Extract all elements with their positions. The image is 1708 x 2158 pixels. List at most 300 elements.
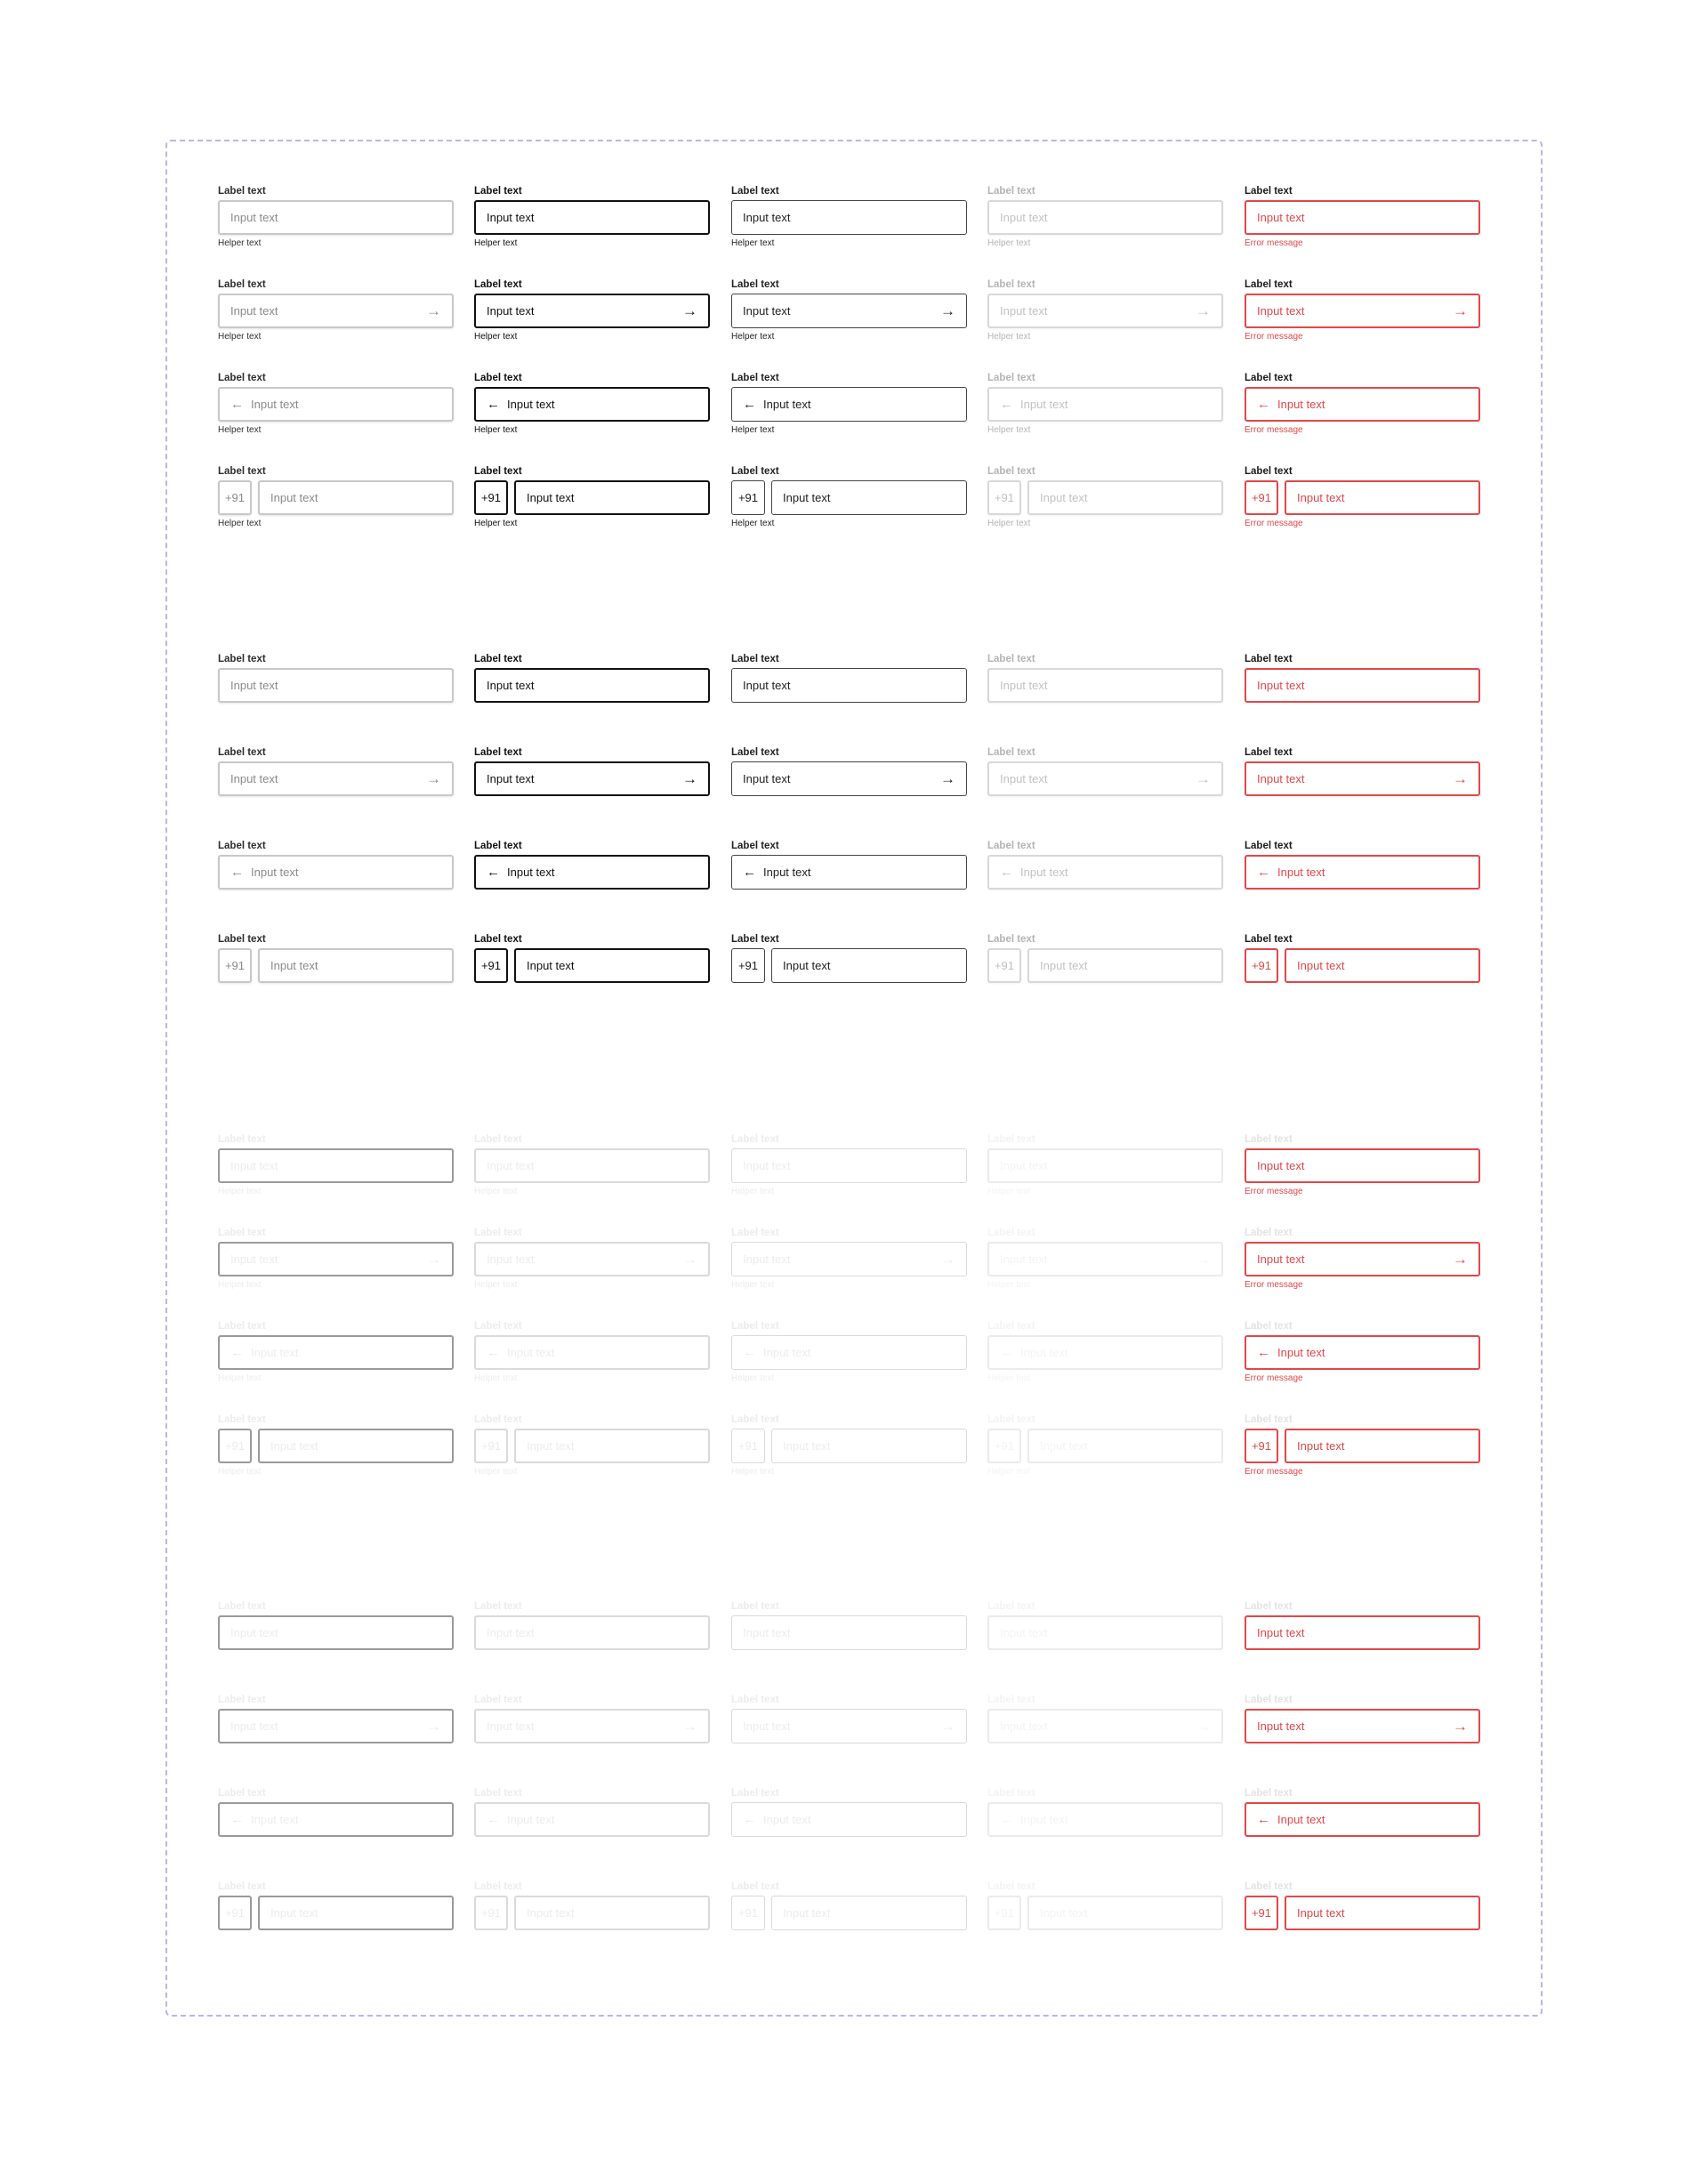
text-field-trailing-arrow-disabled [987, 1227, 1223, 1290]
arrow-right-icon[interactable]: → [1453, 1251, 1468, 1268]
field-control [218, 855, 454, 890]
text-field-plain-disabled [987, 1133, 1223, 1196]
country-code-field[interactable]: +91 [474, 1429, 508, 1463]
input-box [1027, 948, 1223, 983]
text-field-trailing-arrow-default [218, 1694, 454, 1735]
text-field-prefix-error [1245, 933, 1480, 972]
input-value: Input text [743, 211, 791, 224]
input-value: Input text [487, 304, 535, 318]
arrow-left-icon: ← [1257, 1345, 1270, 1360]
input-value: Input text [230, 1159, 278, 1172]
field-control [731, 761, 967, 796]
field-label: Label text [731, 466, 779, 477]
input-box[interactable] [514, 948, 710, 983]
input-value: Input text [230, 1252, 278, 1266]
field-label: Label text [987, 1788, 1035, 1799]
text-field-prefix-default [218, 1413, 454, 1477]
input-value: Input text [743, 1252, 791, 1266]
error-message: Error message [1245, 332, 1303, 342]
arrow-left-icon: ← [743, 397, 756, 412]
helper-text: Helper text [218, 425, 262, 435]
country-code-field[interactable]: +91 [731, 1896, 765, 1930]
input-value: Input text [1000, 1626, 1048, 1639]
input-box[interactable] [1245, 1615, 1480, 1650]
text-field-trailing-arrow-default [218, 278, 454, 342]
country-code-field[interactable]: +91 [218, 1429, 252, 1463]
error-message: Error message [1245, 1280, 1303, 1290]
field-label: Label text [731, 1414, 779, 1425]
field-control [474, 1335, 710, 1370]
field-label: Label text [1245, 1881, 1293, 1892]
arrow-right-icon[interactable]: → [1196, 1251, 1211, 1268]
input-box[interactable] [1245, 1242, 1480, 1276]
field-label: Label text [218, 1228, 266, 1238]
input-box[interactable] [1245, 294, 1480, 328]
input-value: Input text [1257, 772, 1305, 785]
country-code-field[interactable]: +91 [218, 1896, 252, 1930]
text-field-prefix-focused [474, 465, 710, 528]
field-control [987, 948, 1223, 983]
field-control [1245, 480, 1480, 515]
field-control [1245, 761, 1480, 796]
arrow-right-icon[interactable]: → [682, 302, 697, 319]
input-box[interactable] [731, 668, 967, 703]
input-value: Input text [1257, 211, 1305, 224]
field-control [987, 1148, 1223, 1183]
input-box[interactable] [474, 1615, 710, 1650]
input-box[interactable] [731, 1148, 967, 1183]
input-box [987, 761, 1223, 796]
field-control [218, 761, 454, 796]
field-control [1245, 1335, 1480, 1370]
field-label: Label text [1245, 747, 1293, 758]
country-code-field[interactable]: +91 [218, 948, 252, 983]
input-box[interactable] [731, 200, 967, 235]
text-field-prefix-filled [731, 465, 967, 528]
input-value: Input text [487, 211, 535, 224]
input-box[interactable] [218, 387, 454, 422]
field-control [474, 1429, 710, 1463]
text-field-leading-arrow-disabled [987, 1320, 1223, 1383]
field-control [474, 480, 710, 515]
input-box[interactable] [1245, 1709, 1480, 1743]
input-box[interactable] [474, 1709, 710, 1743]
helper-text: Helper text [218, 519, 262, 528]
field-label: Label text [474, 1601, 522, 1612]
input-value: Input text [1040, 959, 1088, 972]
field-label: Label text [474, 1788, 522, 1799]
arrow-left-icon: ← [1257, 397, 1270, 412]
field-label: Label text [731, 1695, 779, 1705]
field-label: Label text [1245, 1134, 1293, 1145]
field-control [987, 1709, 1223, 1743]
field-label: Label text [731, 1134, 779, 1145]
input-value: Input text [783, 1439, 831, 1453]
arrow-left-icon: ← [1000, 1812, 1013, 1827]
field-label: Label text [474, 1881, 522, 1892]
country-code-field[interactable]: +91 [474, 480, 508, 515]
input-value: Input text [487, 1626, 535, 1639]
helper-text: Helper text [731, 332, 775, 342]
field-label: Label text [218, 654, 266, 664]
input-box[interactable] [1245, 387, 1480, 422]
input-box [987, 387, 1223, 422]
field-label: Label text [987, 1414, 1035, 1425]
country-code-field[interactable]: +91 [731, 1429, 765, 1463]
field-label: Label text [987, 1695, 1035, 1705]
input-box[interactable] [218, 761, 454, 796]
arrow-left-icon: ← [487, 397, 500, 412]
text-field-leading-arrow-disabled [987, 840, 1223, 880]
input-box[interactable] [731, 1242, 967, 1276]
input-box[interactable] [1245, 761, 1480, 796]
arrow-left-icon: ← [1257, 865, 1270, 880]
field-label: Label text [731, 1228, 779, 1238]
text-field-trailing-arrow-error [1245, 278, 1480, 342]
input-box [1027, 480, 1223, 515]
input-value: Input text [1257, 679, 1305, 692]
field-label: Label text [987, 1601, 1035, 1612]
text-field-trailing-arrow-focused [474, 278, 710, 342]
text-field-leading-arrow-focused [474, 372, 710, 435]
field-label: Label text [474, 654, 522, 664]
input-box [987, 1148, 1223, 1183]
text-field-leading-arrow-disabled [987, 1787, 1223, 1827]
input-box[interactable] [731, 387, 967, 422]
text-field-prefix-default [218, 1880, 454, 1920]
country-code-field: +91 [987, 1429, 1021, 1463]
field-label: Label text [731, 654, 779, 664]
input-box[interactable] [258, 1429, 454, 1463]
helper-text: Helper text [731, 425, 775, 435]
input-box[interactable] [218, 200, 454, 235]
input-box[interactable] [514, 1429, 710, 1463]
field-control [731, 1335, 967, 1370]
input-box[interactable] [258, 1896, 454, 1930]
input-box[interactable] [474, 1242, 710, 1276]
field-control [987, 1242, 1223, 1276]
input-box [987, 668, 1223, 703]
input-box[interactable] [731, 761, 967, 796]
field-label: Label text [987, 186, 1035, 197]
input-value: Input text [743, 772, 791, 785]
field-control [218, 1615, 454, 1650]
input-box[interactable] [771, 1429, 967, 1463]
field-control [987, 294, 1223, 328]
field-label: Label text [218, 279, 266, 290]
input-value: Input text [251, 1346, 299, 1359]
arrow-right-icon[interactable]: → [940, 1251, 955, 1268]
arrow-left-icon: ← [1000, 397, 1013, 412]
input-value: Input text [487, 679, 535, 692]
input-box[interactable] [731, 1335, 967, 1370]
country-code-field[interactable]: +91 [218, 480, 252, 515]
input-box[interactable] [474, 1148, 710, 1183]
input-value: Input text [527, 959, 575, 972]
field-label: Label text [987, 1881, 1035, 1892]
helper-text: Helper text [474, 1280, 518, 1290]
arrow-left-icon: ← [487, 1345, 500, 1360]
field-label: Label text [987, 1134, 1035, 1145]
country-code-field[interactable]: +91 [1245, 948, 1278, 983]
input-box[interactable] [474, 387, 710, 422]
arrow-right-icon[interactable]: → [1196, 1718, 1211, 1735]
input-box[interactable] [771, 480, 967, 515]
input-value: Input text [783, 491, 831, 504]
field-control [218, 1709, 454, 1743]
text-field-plain-error [1245, 185, 1480, 248]
input-value: Input text [1020, 866, 1068, 879]
input-box[interactable] [218, 1242, 454, 1276]
field-control [1245, 1896, 1480, 1930]
field-control [218, 1335, 454, 1370]
field-label: Label text [1245, 1228, 1293, 1238]
input-box[interactable] [1285, 1896, 1480, 1930]
field-control [474, 855, 710, 890]
arrow-right-icon[interactable]: → [682, 1251, 697, 1268]
text-field-leading-arrow-default [218, 1320, 454, 1383]
text-field-plain-default [218, 1133, 454, 1196]
input-value: Input text [1000, 772, 1048, 785]
field-control [987, 668, 1223, 703]
input-value: Input text [487, 1159, 535, 1172]
input-box[interactable] [218, 1148, 454, 1183]
field-control [474, 761, 710, 796]
text-field-plain-filled [731, 1600, 967, 1639]
field-label: Label text [1245, 1788, 1293, 1799]
field-label: Label text [1245, 279, 1293, 290]
helper-text: Helper text [218, 1280, 262, 1290]
arrow-right-icon[interactable]: → [682, 1718, 697, 1735]
input-value: Input text [270, 959, 318, 972]
field-control [1245, 1148, 1480, 1183]
input-box[interactable] [218, 855, 454, 890]
field-control [474, 200, 710, 235]
text-field-trailing-arrow-disabled [987, 746, 1223, 787]
field-control [1245, 1615, 1480, 1650]
arrow-right-icon[interactable]: → [940, 302, 955, 319]
helper-text: Helper text [218, 1467, 262, 1477]
field-control [731, 1802, 967, 1837]
field-control [987, 1335, 1223, 1370]
text-field-leading-arrow-default [218, 840, 454, 880]
input-box[interactable] [1245, 855, 1480, 890]
field-label: Label text [1245, 373, 1293, 383]
input-value: Input text [1257, 1626, 1305, 1639]
text-field-leading-arrow-error [1245, 1787, 1480, 1827]
text-field-leading-arrow-focused [474, 840, 710, 880]
input-box [987, 200, 1223, 235]
field-control [218, 200, 454, 235]
input-box[interactable] [218, 294, 454, 328]
arrow-right-icon[interactable]: → [426, 1718, 441, 1735]
input-value: Input text [1277, 398, 1325, 411]
field-control [218, 1148, 454, 1183]
helper-text: Helper text [474, 1373, 518, 1383]
country-code-field[interactable]: +91 [1245, 480, 1278, 515]
text-field-plain-error [1245, 1133, 1480, 1196]
input-box[interactable] [474, 294, 710, 328]
input-value: Input text [743, 1719, 791, 1733]
input-box[interactable] [1245, 200, 1480, 235]
input-box[interactable] [474, 761, 710, 796]
input-box[interactable] [1285, 1429, 1480, 1463]
field-label: Label text [218, 1321, 266, 1332]
field-label: Label text [218, 747, 266, 758]
input-value: Input text [251, 398, 299, 411]
arrow-right-icon[interactable]: → [426, 302, 441, 319]
input-box[interactable] [474, 1802, 710, 1837]
text-field-trailing-arrow-default [218, 746, 454, 787]
field-label: Label text [987, 373, 1035, 383]
input-box[interactable] [218, 1335, 454, 1370]
field-control [1245, 1709, 1480, 1743]
input-box[interactable] [731, 855, 967, 890]
text-field-prefix-disabled [987, 1880, 1223, 1920]
input-value: Input text [783, 959, 831, 972]
field-label: Label text [474, 841, 522, 851]
input-box[interactable] [218, 1615, 454, 1650]
text-field-plain-default [218, 185, 454, 248]
helper-text: Helper text [987, 238, 1031, 248]
field-label: Label text [731, 841, 779, 851]
field-control [731, 1615, 967, 1650]
input-box[interactable] [731, 294, 967, 328]
arrow-right-icon[interactable]: → [1196, 302, 1211, 319]
input-box[interactable] [514, 480, 710, 515]
input-value: Input text [270, 491, 318, 504]
field-control [474, 1896, 710, 1930]
field-label: Label text [218, 1881, 266, 1892]
field-control [1245, 200, 1480, 235]
helper-text: Helper text [731, 238, 775, 248]
input-box[interactable] [1285, 480, 1480, 515]
input-box[interactable] [258, 948, 454, 983]
text-field-prefix-filled [731, 1880, 967, 1920]
input-box[interactable] [474, 668, 710, 703]
input-value: Input text [1000, 304, 1048, 318]
helper-text: Helper text [731, 1373, 775, 1383]
text-field-trailing-arrow-error [1245, 746, 1480, 787]
arrow-right-icon[interactable]: → [1196, 770, 1211, 787]
input-value: Input text [1257, 1159, 1305, 1172]
arrow-right-icon[interactable]: → [940, 1718, 955, 1735]
input-box[interactable] [731, 1615, 967, 1650]
input-value: Input text [487, 772, 535, 785]
country-code-field[interactable]: +91 [474, 1896, 508, 1930]
input-box[interactable] [771, 1896, 967, 1930]
input-box [987, 1709, 1223, 1743]
input-box[interactable] [1285, 948, 1480, 983]
input-box[interactable] [258, 480, 454, 515]
text-field-plain-disabled [987, 1600, 1223, 1639]
input-box[interactable] [771, 948, 967, 983]
input-box[interactable] [1245, 668, 1480, 703]
field-control [474, 1615, 710, 1650]
input-box[interactable] [474, 855, 710, 890]
input-box[interactable] [218, 668, 454, 703]
text-field-prefix-error [1245, 1413, 1480, 1477]
arrow-left-icon: ← [230, 1812, 244, 1827]
country-code-field[interactable]: +91 [474, 948, 508, 983]
field-label: Label text [218, 1134, 266, 1145]
input-value: Input text [270, 1439, 318, 1453]
input-box[interactable] [474, 1335, 710, 1370]
arrow-right-icon[interactable]: → [1453, 1718, 1468, 1735]
country-code-field[interactable]: +91 [731, 948, 765, 983]
input-value: Input text [1020, 1813, 1068, 1826]
input-box[interactable] [218, 1802, 454, 1837]
input-value: Input text [1000, 679, 1048, 692]
input-box[interactable] [1245, 1802, 1480, 1837]
field-control [731, 855, 967, 890]
input-value: Input text [783, 1906, 831, 1920]
field-control [474, 294, 710, 328]
text-field-prefix-focused [474, 1880, 710, 1920]
arrow-right-icon[interactable]: → [682, 770, 697, 787]
helper-text: Helper text [218, 332, 262, 342]
input-value: Input text [230, 1626, 278, 1639]
input-box[interactable] [474, 200, 710, 235]
field-control [1245, 1429, 1480, 1463]
field-label: Label text [987, 747, 1035, 758]
text-field-plain-filled [731, 1133, 967, 1196]
field-control [218, 668, 454, 703]
field-label: Label text [218, 1788, 266, 1799]
arrow-right-icon[interactable]: → [1453, 302, 1468, 319]
field-label: Label text [474, 186, 522, 197]
helper-text: Helper text [474, 332, 518, 342]
field-label: Label text [218, 841, 266, 851]
input-box[interactable] [731, 1709, 967, 1743]
input-box[interactable] [1245, 1335, 1480, 1370]
country-code-field[interactable]: +91 [1245, 1429, 1278, 1463]
input-value: Input text [1277, 866, 1325, 879]
arrow-right-icon[interactable]: → [940, 770, 955, 787]
field-label: Label text [987, 934, 1035, 945]
helper-text: Helper text [987, 1467, 1031, 1477]
field-label: Label text [218, 1601, 266, 1612]
arrow-left-icon: ← [743, 1812, 756, 1827]
arrow-right-icon[interactable]: → [426, 1251, 441, 1268]
input-value: Input text [230, 211, 278, 224]
input-box[interactable] [731, 1802, 967, 1837]
text-field-leading-arrow-default [218, 372, 454, 435]
input-value: Input text [487, 1252, 535, 1266]
text-field-prefix-error [1245, 465, 1480, 528]
error-message: Error message [1245, 519, 1303, 528]
text-field-leading-arrow-focused [474, 1320, 710, 1383]
field-control [1245, 1802, 1480, 1837]
field-control [987, 761, 1223, 796]
country-code-field[interactable]: +91 [731, 480, 765, 515]
input-box[interactable] [514, 1896, 710, 1930]
field-control [987, 1429, 1223, 1463]
country-code-field[interactable]: +91 [1245, 1896, 1278, 1930]
input-value: Input text [230, 304, 278, 318]
input-value: Input text [507, 398, 555, 411]
arrow-right-icon[interactable]: → [1453, 770, 1468, 787]
input-box[interactable] [1245, 1148, 1480, 1183]
input-box [987, 1615, 1223, 1650]
arrow-right-icon[interactable]: → [426, 770, 441, 787]
field-control [987, 855, 1223, 890]
input-value: Input text [527, 491, 575, 504]
field-control [1245, 855, 1480, 890]
country-code-field: +91 [987, 480, 1021, 515]
input-box[interactable] [218, 1709, 454, 1743]
field-label: Label text [218, 1414, 266, 1425]
